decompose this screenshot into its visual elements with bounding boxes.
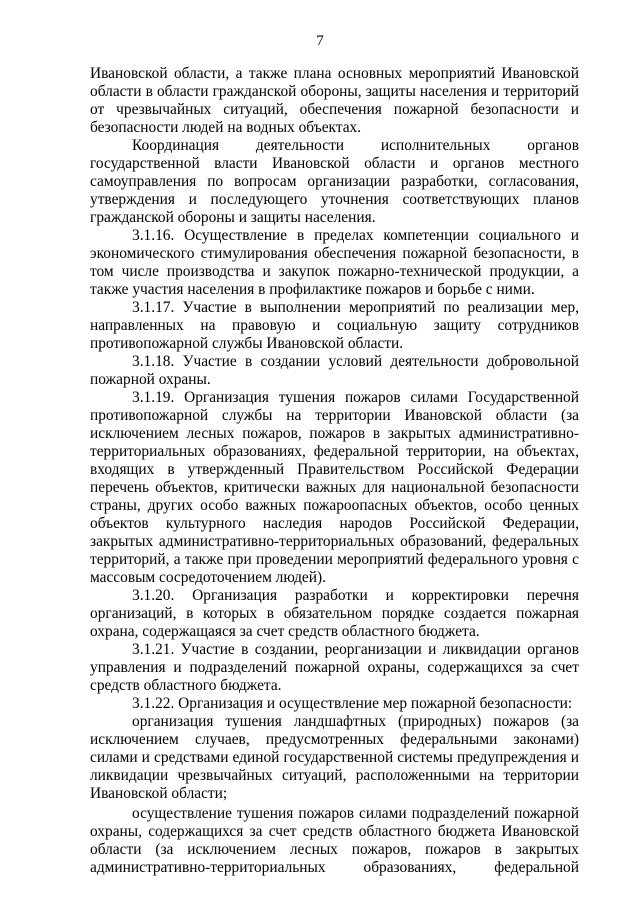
paragraph-landscape-fires: организация тушения ландшафтных (природных) пожаров (за исключением случаев, предусмотренных федеральными законами) силами и средствами единой государственной системы предупреждения и ликвидации чрезвычайных ситуаций, расположенными на территории Ивановской области; (90, 713, 579, 802)
paragraph-3-1-20: 3.1.20. Организация разработки и корректировки перечня организаций, в которых в обязательном порядке создается пожарная охрана, содержащаяся за счет средств областного бюджета. (90, 587, 579, 640)
paragraph-3-1-16: 3.1.16. Осуществление в пределах компетенции социального и экономического стимулирования обеспечения пожарной безопасности, в том числе производства и закупок пожарно-технической продукции, а также участия населения в профилактике пожаров и борьбе с ними. (90, 227, 579, 298)
paragraph-coordination: Координация деятельности исполнительных органов государственной власти Ивановской области и органов местного самоуправления по вопросам организации разработки, согласования, утверждения и последующего уточнения соответствующих планов гражданской обороны и защиты населения. (90, 137, 579, 226)
paragraph-plan-continuation: Ивановской области, а также плана основных мероприятий Ивановской области в области гражданской обороны, защиты населения и территорий от чрезвычайных ситуаций, обеспечения пожарной безопасности и безопасности людей на водных объектах. (90, 65, 579, 136)
document-body (90, 65, 579, 877)
paragraph-3-1-21: 3.1.21. Участие в создании, реорганизации и ликвидации органов управления и подразделений пожарной охраны, содержащихся за счет средств областного бюджета. (90, 641, 579, 694)
paragraph-3-1-19: 3.1.19. Организация тушения пожаров силами Государственной противопожарной службы на территории Ивановской области (за исключением лесных пожаров, пожаров в закрытых административно-территориальных образованиях, федеральной территории, на объектах, входящих в утвержденный Правительством Российской Федерации перечень объектов, критически важных для национальной безопасности страны, других особо важных пожароопасных объектов, особо ценных объектов культурного наследия народов Российской Федерации, закрытых административно-территориальных образований, федеральных территорий, а также при проведении мероприятий федерального уровня с массовым сосредоточением людей). (90, 389, 579, 586)
paragraph-3-1-22: 3.1.22. Организация и осуществление мер пожарной безопасности: (132, 695, 573, 712)
page-number: 7 (316, 33, 324, 49)
paragraph-3-1-18: 3.1.18. Участие в создании условий деятельности добровольной пожарной охраны. (90, 353, 579, 388)
paragraph-3-1-17: 3.1.17. Участие в выполнении мероприятий по реализации мер, направленных на правовую и социальную защиту сотрудников противопожарной службы Ивановской области. (90, 299, 579, 352)
paragraph-fire-extinguishing: осуществление тушения пожаров силами подразделений пожарной охраны, содержащихся за счет средств областного бюджета Ивановской области (за исключением лесных пожаров, пожаров в закрытых административно-территориальных образованиях, федеральной (90, 805, 579, 876)
